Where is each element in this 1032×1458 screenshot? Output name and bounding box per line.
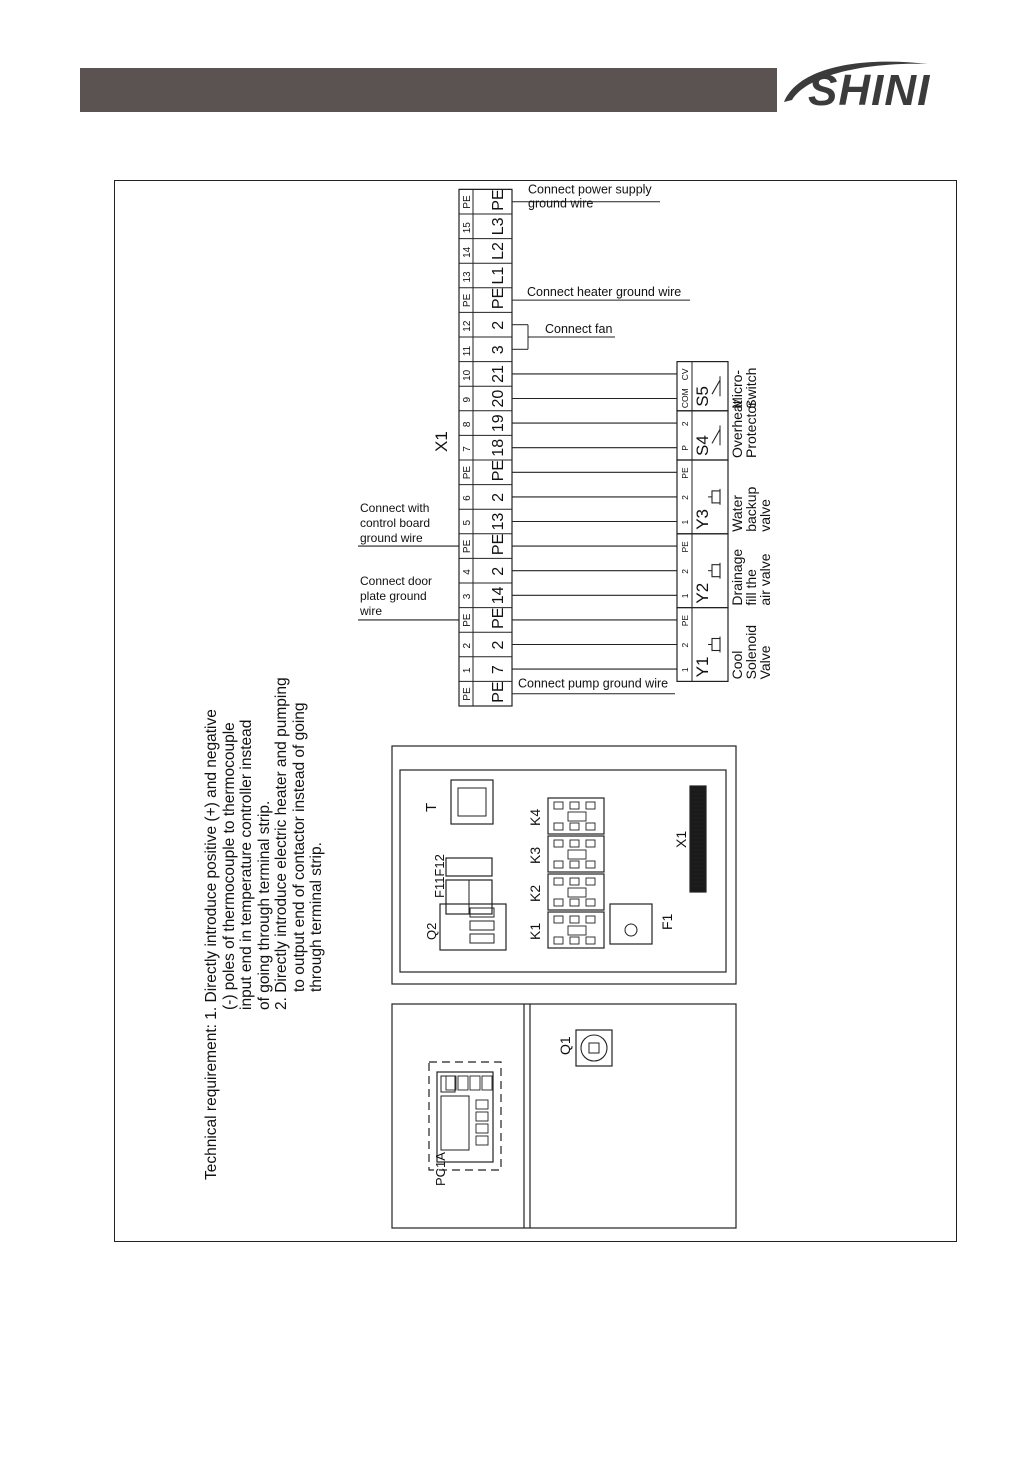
device-name: air valve: [757, 553, 773, 606]
contactor-window-icon: [568, 812, 586, 821]
overload-dial-icon: [625, 924, 637, 936]
terminal-label: 19: [490, 414, 507, 433]
device-pin-label: 2: [680, 642, 690, 648]
terminal-number: 3: [462, 593, 473, 600]
terminal-number: 5: [462, 519, 473, 526]
device-pin-label: PE: [680, 614, 690, 627]
terminal-number: 7: [462, 446, 473, 452]
contactor-terminal-icon: [554, 840, 563, 847]
door-ground-label: wire: [360, 603, 383, 618]
controller-button-icon: [476, 1124, 488, 1133]
contactor-terminal-icon: [570, 840, 579, 847]
device-name: Solenoid: [743, 624, 759, 680]
device-name: Micro-: [729, 369, 745, 409]
fuse-holder-icon: [446, 858, 492, 876]
device-name: Overheat: [729, 400, 745, 458]
contactor-icon: [548, 836, 604, 872]
controller-button-icon: [476, 1136, 488, 1145]
control-ground-label: Connect with: [360, 501, 430, 516]
device-pin-label: 2: [680, 568, 690, 574]
terminal-number: 15: [462, 222, 473, 234]
rotary-knob-center: [589, 1043, 599, 1053]
device-pin-label: PE: [680, 467, 690, 479]
controller-key-icon: [458, 1076, 468, 1090]
terminal-number: PE: [462, 195, 473, 209]
device-pin-label: 1: [680, 667, 690, 673]
terminal-label: 7: [490, 665, 507, 675]
contactor-icon: [548, 912, 604, 948]
contactor-terminal-icon: [570, 861, 579, 868]
contactor-window-icon: [568, 888, 586, 897]
transformer-label: T: [423, 802, 440, 812]
terminal-number: 4: [462, 569, 473, 575]
controller-label: PC1A: [433, 1152, 448, 1186]
contactor-terminal-icon: [586, 823, 595, 830]
technical-requirements: [203, 677, 326, 1180]
device-pin-label: 1: [680, 519, 690, 525]
device-id: S5: [693, 386, 712, 407]
terminal-label: PE: [490, 533, 507, 556]
terminal-number: 6: [462, 495, 473, 501]
contactor-label: K4: [527, 808, 543, 826]
device-pin-label: CV: [680, 368, 690, 381]
contactor-terminal-icon: [554, 823, 563, 830]
terminal-label: L2: [490, 242, 507, 260]
transformer-icon: [451, 780, 493, 824]
terminal-number: 2: [462, 642, 473, 649]
contactor-terminal-icon: [554, 937, 563, 944]
terminal-label: 18: [490, 438, 507, 457]
terminal-number: PE: [462, 539, 473, 554]
terminal-label: PE: [490, 681, 507, 703]
req-1-line-3: input end in temperature controller instead: [238, 719, 255, 1010]
terminal-label: L3: [490, 217, 507, 236]
contactor-icon: [548, 798, 604, 834]
terminal-number: 13: [462, 271, 473, 283]
controller-button-icon: [476, 1100, 488, 1109]
power-ground-label: ground wire: [528, 196, 594, 211]
switch-label: Q1: [557, 1036, 573, 1055]
device-pin-label: 1: [680, 593, 690, 599]
contactor-terminal-icon: [586, 899, 595, 906]
terminal-label: PE: [490, 459, 507, 482]
contactor-terminal-icon: [554, 916, 563, 923]
terminal-label: 21: [490, 365, 507, 383]
contactor-terminal-icon: [586, 802, 595, 809]
contactor-terminal-icon: [570, 823, 579, 830]
req-1-line-2: (-) poles of thermocouple to thermocouple: [220, 722, 238, 1010]
breaker-label: Q2: [424, 922, 439, 940]
device-id: Y3: [693, 509, 712, 530]
power-ground-label: Connect power supply: [528, 182, 652, 197]
solenoid-coil-icon: [712, 565, 720, 577]
device-name: Cool: [729, 650, 745, 680]
breaker-pole-icon: [470, 908, 494, 917]
device-pin-label: 2: [680, 495, 690, 500]
req-2-line-1: 2. Directly introduce electric heater and pumping: [273, 677, 290, 1010]
terminal-number: 10: [462, 369, 473, 381]
terminal-number: PE: [462, 465, 473, 480]
device-name: Water: [729, 494, 745, 532]
terminal-number: PE: [462, 293, 473, 308]
device-name: fill the: [743, 569, 759, 606]
device-name: valve: [757, 499, 773, 532]
req-1-line-4: of going through terminal strip.: [255, 800, 273, 1010]
terminal-label: 2: [490, 320, 507, 330]
temperature-controller-icon: [437, 1072, 493, 1162]
terminal-number: PE: [462, 613, 473, 627]
contactor-terminal-icon: [586, 861, 595, 868]
contactor-terminal-icon: [570, 878, 579, 885]
switch-contact-icon: [712, 380, 720, 394]
brand-name: SHINI: [808, 66, 931, 115]
contactor-terminal-icon: [554, 802, 563, 809]
contactor-terminal-icon: [554, 899, 563, 906]
terminal-label: 3: [490, 345, 507, 355]
control-ground-label: ground wire: [360, 531, 423, 546]
terminal-label: L1: [490, 266, 507, 285]
contactor-label: K2: [527, 884, 543, 902]
breaker-pole-icon: [470, 921, 494, 930]
pump-ground-label: Connect pump ground wire: [518, 676, 669, 691]
fuses-label: F11F12: [432, 854, 447, 898]
terminal-label: 20: [490, 389, 507, 408]
transformer-core: [458, 788, 486, 816]
controller-key-icon: [482, 1076, 492, 1090]
fan-label: Connect fan: [545, 322, 613, 336]
controller-key-icon: [446, 1076, 456, 1090]
controller-display-icon: [441, 1096, 469, 1150]
terminal-label: 2: [490, 566, 507, 576]
device-id: S4: [693, 435, 712, 456]
terminal-number: 12: [462, 320, 473, 332]
door-ground-label: Connect door: [360, 573, 433, 588]
controller-key-icon: [470, 1076, 480, 1090]
device-id: Y2: [693, 582, 712, 604]
terminal-label: 2: [490, 492, 507, 502]
req-2-line-3: through terminal strip.: [308, 842, 325, 992]
device-pin-label: PE: [680, 541, 690, 553]
terminal-label: 14: [490, 586, 507, 605]
device-name: Switch: [743, 367, 759, 409]
rotary-knob-icon: [581, 1035, 607, 1061]
terminal-label: 2: [490, 640, 507, 650]
contactor-terminal-icon: [586, 916, 595, 923]
terminal-label: PE: [490, 287, 507, 310]
terminal-number: 1: [462, 667, 473, 674]
terminal-number: PE: [462, 687, 473, 701]
contactor-terminal-icon: [570, 916, 579, 923]
device-id: Y1: [693, 656, 712, 678]
terminal-strip-id: X1: [432, 431, 451, 452]
device-name: Valve: [757, 645, 773, 680]
terminal-number: 9: [462, 396, 473, 403]
device-name: Drainage: [729, 548, 745, 606]
terminal-number: 8: [462, 421, 473, 428]
contactor-window-icon: [568, 850, 586, 859]
control-ground-label: control board: [360, 516, 431, 531]
controller-button-icon: [476, 1112, 488, 1121]
terminal-number: 11: [462, 345, 473, 357]
requirements-label: Technical requirement:: [203, 1024, 220, 1180]
din-rail-label: X1: [673, 830, 689, 848]
solenoid-coil-icon: [712, 639, 720, 651]
req-1-line-1: 1. Directly introduce positive (+) and negative: [203, 709, 220, 1020]
switch-contact-icon: [712, 429, 720, 443]
contactor-terminal-icon: [586, 878, 595, 885]
contactor-terminal-icon: [586, 937, 595, 944]
contactor-label: K3: [527, 846, 543, 864]
contactor-terminal-icon: [570, 802, 579, 809]
breaker-pole-icon: [470, 934, 494, 943]
device-name: backup: [743, 486, 759, 532]
terminal-number: 14: [462, 246, 473, 258]
device-pin-label: 2: [680, 421, 690, 427]
req-2-line-2: to output end of contactor instead of going: [290, 702, 308, 992]
overload-label: F1: [659, 913, 675, 930]
solenoid-coil-icon: [712, 491, 720, 503]
device-pin-label: COM: [680, 388, 690, 409]
device-name: Protector: [743, 401, 759, 458]
contactor-terminal-icon: [570, 937, 579, 944]
contactor-window-icon: [568, 926, 586, 935]
contactor-label: K1: [527, 922, 543, 940]
contactor-terminal-icon: [586, 840, 595, 847]
terminal-label: 13: [490, 512, 507, 531]
contactor-icon: [548, 874, 604, 910]
contactor-terminal-icon: [570, 899, 579, 906]
door-ground-label: plate ground: [360, 588, 427, 603]
contactor-terminal-icon: [554, 878, 563, 885]
contactor-terminal-icon: [554, 861, 563, 868]
heater-ground-label: Connect heater ground wire: [527, 285, 682, 300]
terminal-label: PE: [490, 607, 507, 629]
terminal-label: PE: [490, 189, 507, 211]
device-pin-label: P: [680, 445, 690, 451]
